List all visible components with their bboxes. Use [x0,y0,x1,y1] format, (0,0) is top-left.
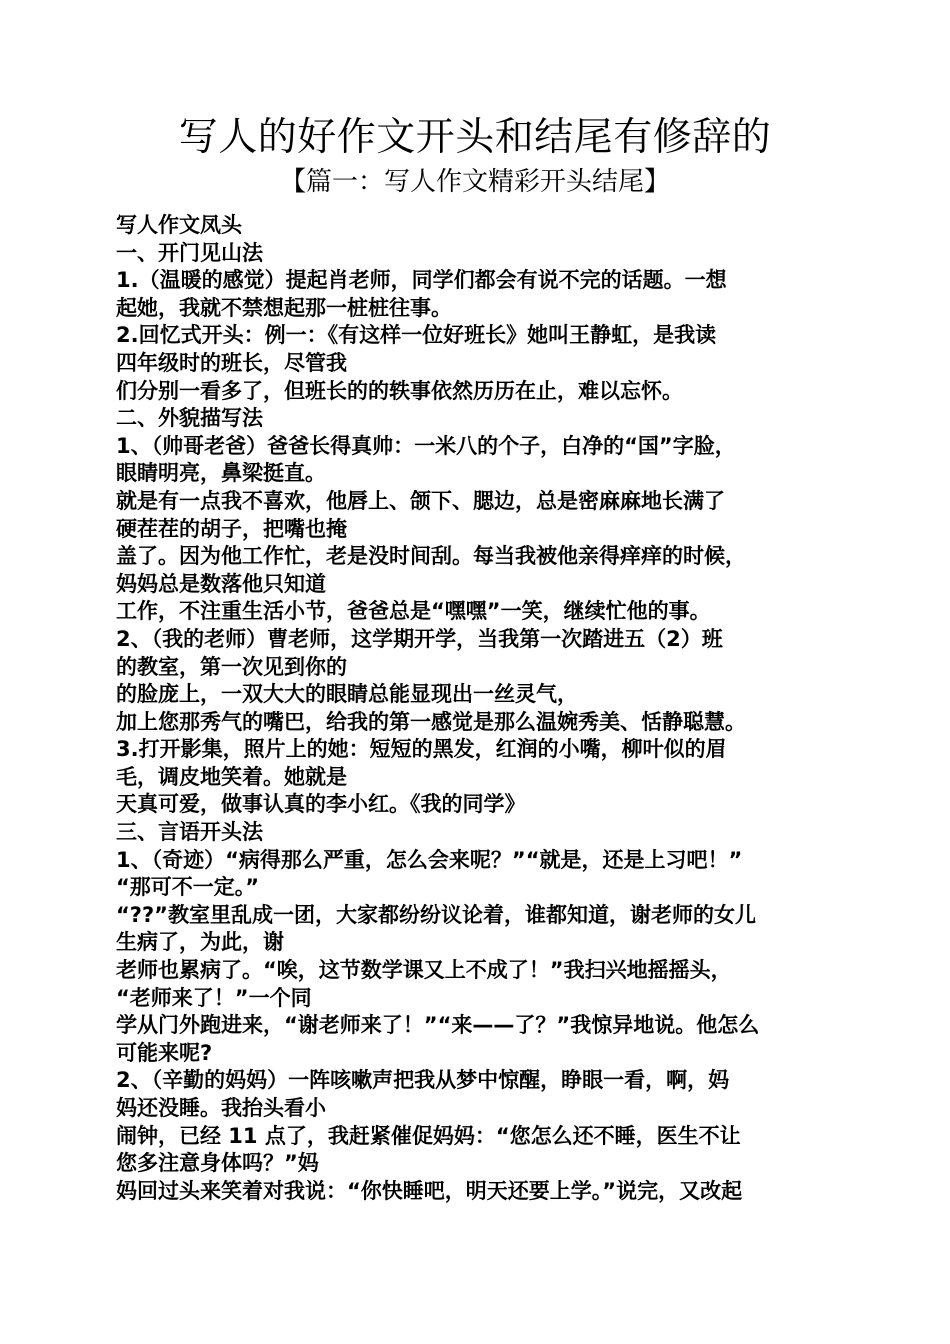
text-line: 1、（帅哥老爸）爸爸长得真帅：一米八的个子，白净的“国”字脸， [116,433,736,458]
text-line: 毛，调皮地笑着。她就是 [116,764,347,789]
text-line: 的脸庞上，一双大大的眼睛总能显现出一丝灵气， [116,682,578,707]
text-line: 妈还没睡。我抬头看小 [116,1096,326,1120]
text-line: 可能来呢? [116,1040,213,1065]
text-line: 二、外貌描写法 [116,406,263,431]
text-line: “老师来了！”一个同 [116,985,312,1010]
text-line: 闹钟，已经 11 点了，我赶紧催促妈妈：“您怎么还不睡，医生不让 [116,1123,741,1148]
document-title: 写人的好作文开头和结尾有修辞的 [178,115,772,160]
text-line: 三、言语开头法 [116,820,263,845]
text-line: 起她，我就不禁想起那一桩桩往事。 [116,295,452,320]
text-line: 您多注意身体吗？”妈 [116,1151,319,1176]
text-line: 天真可爱，做事认真的李小红。《我的同学》 [116,792,526,817]
text-line: 2.回忆式开头：例一：《有这样一位好班长》她叫王静虹，是我读 [116,323,717,348]
text-line: 一、开门见山法 [116,240,263,265]
text-line: 2、（我的老师）曹老师，这学期开学，当我第一次踏进五（2）班 [116,626,723,651]
text-line: 盖了。因为他工作忙，老是没时间刮。每当我被他亲得痒痒的时候， [116,544,746,569]
text-line: 生病了，为此，谢 [116,930,284,955]
text-line: 就是有一点我不喜欢，他唇上、颌下、腮边，总是密麻麻地长满了 [116,488,725,513]
text-line: 3.打开影集，照片上的她：短短的黑发，红润的小嘴，柳叶似的眉 [116,737,727,762]
text-line: 妈回过头来笑着对我说：“你快睡吧，明天还要上学。”说完，又改起 [116,1178,743,1203]
text-line: 加上您那秀气的嘴巴，给我的第一感觉是那么温婉秀美、恬静聪慧。 [116,709,746,734]
text-line: 们分别一看多了，但班长的的轶事依然历历在止，难以忘怀。 [116,378,683,403]
text-line: 硬茬茬的胡子，把嘴也掩 [116,516,347,541]
text-line: 四年级时的班长，尽管我 [116,350,347,375]
text-line: 学从门外跑进来，“谢老师来了！”“来——了？”我惊异地说。他怎么 [116,1013,760,1038]
text-line: 1.（温暖的感觉）提起肖老师，同学们都会有说不完的话题。一想 [116,268,727,293]
text-line: 写人作文凤头 [116,213,242,237]
document-body [116,212,846,1205]
document-subtitle: 【篇一：写人作文精彩开头结尾】 [279,167,670,197]
text-line: 老师也累病了。“唉，这节数学课又上不成了！”我扫兴地摇摇头， [116,958,732,983]
text-line: 工作，不注重生活小节，爸爸总是“嘿嘿”一笑，继续忙他的事。 [116,599,711,624]
text-line: 眼睛明亮，鼻梁挺直。 [116,461,326,486]
text-line: 2、（辛勤的妈妈）一阵咳嗽声把我从梦中惊醒，睁眼一看，啊，妈 [116,1068,730,1093]
text-line: “??”教室里乱成一团，大家都纷纷议论着，谁都知道，谢老师的女儿 [116,902,756,927]
text-line: “那可不一定。” [116,875,260,900]
text-line: 的教室，第一次见到你的 [116,654,347,679]
text-line: 1、（奇迹）“病得那么严重，怎么会来呢？”“就是，还是上习吧！” [116,847,743,872]
text-line: 妈妈总是数落他只知道 [116,571,326,596]
